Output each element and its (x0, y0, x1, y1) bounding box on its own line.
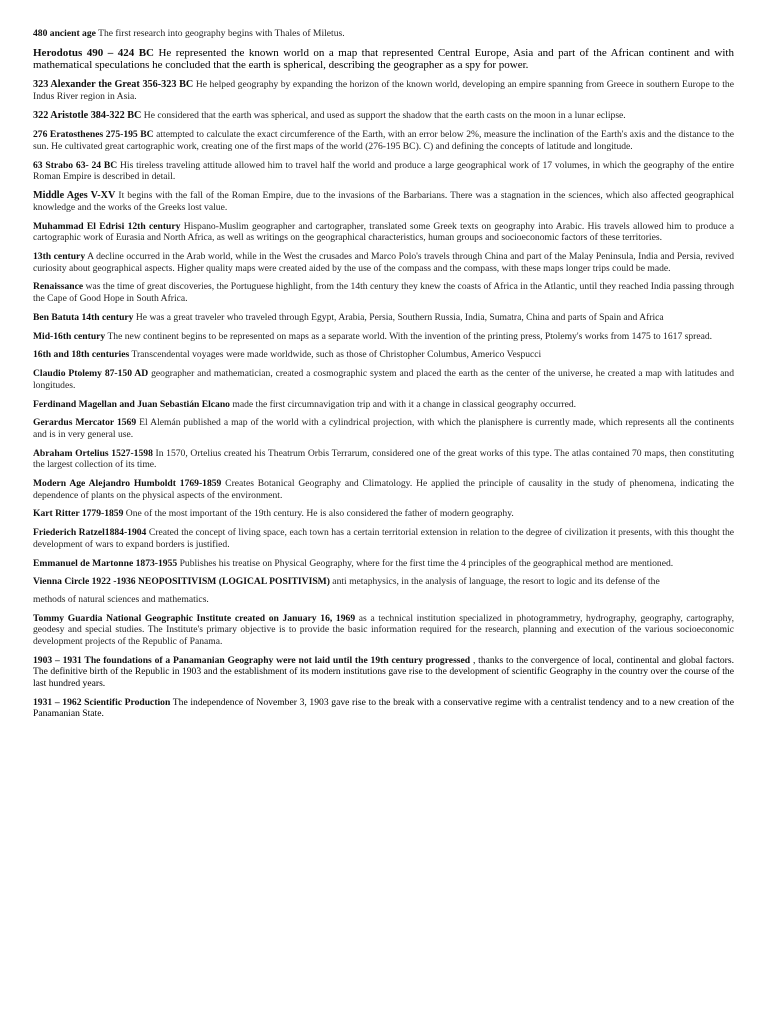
entry-renaissance (33, 281, 734, 304)
entry-text: , thanks to the convergence of local, continental and global factors. The definitive birth of the Republic in 1903 and the establishment of its modern institutions gave rise to the development of scientific Geography in the country over the course of the last hundred years. (33, 654, 734, 689)
entry-heading: Mid-16th century (33, 330, 106, 342)
entry-text: His tireless traveling attitude allowed him to travel half the world and produce a large geographical work of 17 volumes, in which the geography of the entire Roman Empire is described in detail. (33, 159, 734, 183)
entry-text: was the time of great discoveries, the Portuguese highlight, from the 14th century they knew the coasts of Africa in the Atlantic, until they reached India passing through the Cape of Good Hope in South Africa. (33, 281, 734, 304)
entry-aristotle (33, 110, 734, 122)
entry-heading: Friederich Ratzel1884-1904 (33, 527, 147, 539)
entry-13th-century (33, 251, 734, 274)
entry-text: Creates Botanical Geography and Climatology. He applied the principle of causality in the study of phenomena, indicating the dependence of plants on the physical aspects of the environment. (33, 478, 734, 501)
entry-text: One of the most important of the 19th century. He is also considered the father of modern geography. (123, 508, 514, 520)
entry-magellan-elcano (33, 399, 734, 411)
entry-text: Transcendental voyages were made worldwide, such as those of Christopher Columbus, Americo Vespucci (129, 349, 542, 361)
entry-text: made the first circumnavigation trip and with it a change in classical geography occurred. (229, 398, 577, 410)
entry-heading: 1903 – 1931 The foundations of a Panamanian Geography were not laid until the 19th century progressed (33, 654, 471, 666)
entry-heading: 276 Eratosthenes 275-195 BC (33, 129, 154, 141)
entry-heading: 322 Aristotle 384-322 BC (33, 109, 142, 121)
entry-heading: 16th and 18th centuries (33, 349, 130, 361)
entry-text: The first research into geography begins with Thales of Miletus. (95, 28, 345, 39)
entry-heading: Kart Ritter 1779-1859 (33, 508, 124, 520)
entry-heading: 13th century (33, 251, 86, 263)
entry-ptolemy (33, 368, 734, 391)
entry-text: attempted to calculate the exact circumference of the Earth, with an error below 2%, measure the inclination of the Earth's axis and the distance to the sun. He cultivated great cartographic work, creating one of the first maps of the world (276-195 BC). C) and defining the concepts of latitude and longitude. (33, 129, 735, 152)
entry-text: methods of natural sciences and mathematics. (33, 593, 209, 605)
entry-heading: Modern Age Alejandro Humboldt 1769-1859 (33, 478, 222, 490)
entry-tommy-guardia (33, 613, 734, 648)
entry-text: El Alemán published a map of the world with a cylindrical projection, with which the planisphere is currently made, which represents all the continents and is in very general use. (33, 417, 734, 440)
entry-edrisi (33, 221, 734, 244)
entry-panamanian-geography (33, 655, 734, 690)
entry-ritter (33, 508, 734, 520)
entry-heading: 1931 – 1962 Scientific Production (33, 696, 171, 708)
entry-heading: Vienna Circle 1922 -1936 NEOPOSITIVISM (LOGICAL POSITIVISM) (33, 576, 330, 588)
entry-16th-18th-centuries (33, 349, 734, 361)
entry-heading: Abraham Ortelius 1527-1598 (33, 447, 153, 459)
entry-heading: 480 ancient age (33, 28, 96, 39)
entry-text: The new continent begins to be represented on maps as a separate world. With the invention of the printing press, Ptolemy's works from 1475 to 1617 spread. (105, 330, 713, 342)
entry-heading: Tommy Guardia National Geographic Institute created on January 16, 1969 (33, 612, 356, 624)
entry-heading: Renaissance (33, 281, 84, 293)
entry-heading: 323 Alexander the Great 356-323 BC (33, 79, 194, 91)
entry-heading: 63 Strabo 63- 24 BC (33, 159, 118, 171)
entry-heading: Ben Batuta 14th century (33, 311, 134, 323)
entry-thales (33, 28, 734, 40)
entry-mercator (33, 417, 734, 440)
entry-middle-ages (33, 190, 734, 214)
entry-herodotus (33, 47, 734, 72)
entry-text: He represented the known world on a map that represented Central Europe, Asia and part of the African continent and with mathematical speculations he concluded that the earth is spherical, describing the geographer as a spy for power. (33, 46, 734, 72)
entry-text: A decline occurred in the Arab world, while in the West the crusades and Marco Polo's travels through China and part of the Malay Peninsula, India and Persia, revived curiosity about geographical aspects. Higher quality maps were created aided by the use of the compass and the compass, with these maps longer trips could be made. (33, 251, 734, 274)
entry-text: The independence of November 3, 1903 gave rise to the break with a conservative regime with a centralist tendency and to a new creation of the Panamanian State. (33, 696, 734, 720)
entry-text: as a technical institution specialized in photogrammetry, hydrography, geography, cartography, geodesy and special studies. The Institute's primary objective is to provide the basic information required for the research, planning and execution of the various socioeconomic development projects of the Republic of Panama. (33, 612, 734, 647)
entry-heading: Gerardus Mercator 1569 (33, 417, 137, 429)
entry-martonne (33, 558, 734, 570)
entry-ortelius (33, 448, 734, 471)
document-body (33, 28, 734, 727)
entry-vienna-circle-continued (33, 594, 734, 606)
entry-mid-16th-century (33, 331, 734, 343)
entry-text: anti metaphysics, in the analysis of language, the resort to logic and its defense of the (329, 576, 660, 588)
entry-heading: Herodotus 490 – 424 BC (33, 46, 154, 59)
entry-heading: Emmanuel de Martonne 1873-1955 (33, 557, 178, 569)
entry-text: Created the concept of living space, each town has a certain territorial extension in relation to the degree of civilization it presents, with this thought the development of wars to expand borders is justified. (33, 527, 735, 550)
entry-heading: Ferdinand Magellan and Juan Sebastián Elcano (33, 398, 230, 410)
entry-text: geographer and mathematician, created a cosmographic system and placed the earth as the center of the universe, he created a map with latitudes and longitudes. (33, 368, 734, 391)
entry-text: He considered that the earth was spherical, and used as support the shadow that the earth casts on the moon in a lunar eclipse. (141, 109, 626, 121)
entry-text: It begins with the fall of the Roman Empire, due to the invasions of the Barbarians. There was a stagnation in the sciences, which also affected geographical knowledge and the works of the Greeks lost value. (33, 189, 734, 213)
entry-alexander (33, 79, 734, 103)
entry-humboldt (33, 478, 734, 501)
entry-ben-batuta (33, 312, 734, 324)
entry-eratosthenes (33, 129, 734, 152)
entry-vienna-circle (33, 576, 734, 588)
entry-text: Publishes his treatise on Physical Geography, where for the first time the 4 principles of the geographical method are mentioned. (177, 557, 674, 569)
entry-heading: Middle Ages V-XV (33, 189, 116, 201)
entry-scientific-production (33, 697, 734, 720)
entry-text: Hispano-Muslim geographer and cartographer, translated some Greek texts on geography into Arabic. His travels allowed him to produce a cartographic work of Eurasia and North Africa, as well as writings on the geographical characteristics, human groups and socioeconomic factors of these territories. (33, 220, 734, 244)
entry-strabo (33, 160, 734, 183)
entry-text: He was a great traveler who traveled through Egypt, Arabia, Persia, Southern Russia, India, Sumatra, China and parts of Spain and Africa (133, 311, 664, 323)
entry-heading: Muhammad El Edrisi 12th century (33, 220, 181, 232)
entry-heading: Claudio Ptolemy 87-150 AD (33, 368, 149, 380)
entry-ratzel (33, 527, 734, 550)
entry-text: In 1570, Ortelius created his Theatrum Orbis Terrarum, considered one of the great works of this type. The atlas contained 70 maps, then constituting the largest collection of its time. (33, 447, 734, 471)
entry-text: He helped geography by expanding the horizon of the known world, developing an empire spanning from Greece in southern Europe to the Indus River region in Asia. (33, 79, 734, 103)
